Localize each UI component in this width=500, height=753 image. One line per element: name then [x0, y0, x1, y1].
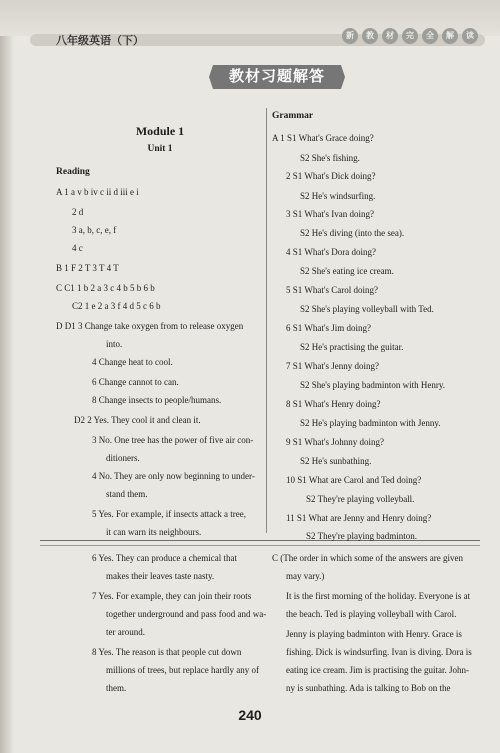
- section-banner: 教材习题解答: [213, 65, 341, 89]
- answer-line: ter around.: [106, 627, 145, 637]
- answer-line: 8 Yes. The reason is that people cut down: [92, 647, 242, 657]
- grammar-line: S2 He's playing badminton with Jenny.: [300, 418, 441, 428]
- answer-line: B 1 F 2 T 3 T 4 T: [56, 263, 119, 273]
- grammar-line: S2 She's eating ice cream.: [300, 266, 394, 276]
- grammar-line: S2 He's practising the guitar.: [300, 342, 404, 352]
- grammar-line: 8 S1 What's Henry doing?: [286, 399, 381, 409]
- grammar-heading: Grammar: [272, 111, 314, 121]
- answer-line: 6 Yes. They can produce a chemical that: [92, 553, 238, 563]
- answer-line: makes their leaves taste nasty.: [106, 571, 215, 581]
- answer-line: D D1 3 Change take oxygen from to release oxygen: [56, 321, 244, 331]
- badge-char: 新: [342, 28, 358, 44]
- module-title: Module 1: [135, 124, 185, 138]
- answer-line: ditioners.: [106, 453, 140, 463]
- grammar-line: 10 S1 What are Carol and Ted doing?: [286, 475, 422, 485]
- answer-line: 4 c: [72, 243, 83, 253]
- grammar-line: S2 He's windsurfing.: [300, 191, 376, 201]
- grammar-line: 4 S1 What's Dora doing?: [286, 247, 376, 257]
- grammar-c-line: C (The order in which some of the answers are given: [272, 553, 463, 563]
- answer-line: A 1 a v b iv c ii d iii e i: [56, 187, 139, 197]
- answer-line: 8 Change insects to people/humans.: [92, 395, 222, 405]
- answer-line: into.: [106, 339, 123, 349]
- answer-line: 2 d: [72, 207, 84, 217]
- grammar-line: 3 S1 What's Ivan doing?: [286, 209, 374, 219]
- grammar-line: A 1 S1 What's Grace doing?: [272, 133, 374, 143]
- answer-line: 3 a, b, c, e, f: [72, 225, 117, 235]
- grammar-line: S2 She's fishing.: [300, 153, 360, 163]
- grammar-line: 5 S1 What's Carol doing?: [286, 285, 378, 295]
- answer-line: 7 Yes. For example, they can join their roots: [92, 591, 252, 601]
- grammar-line: S2 They're playing badminton.: [306, 531, 417, 541]
- grammar-c-line: ny is sunbathing. Ada is talking to Bob on the: [286, 683, 451, 693]
- grammar-c-line: fishing. Dick is windsurfing. Ivan is diving. Dora is: [286, 647, 472, 657]
- answer-line: 3 No. One tree has the power of five air con-: [92, 435, 254, 445]
- grammar-line: S2 She's playing volleyball with Ted.: [300, 304, 434, 314]
- section-rule-secondary: [40, 545, 480, 546]
- answer-line: them.: [106, 683, 127, 693]
- badge-char: 读: [462, 28, 478, 44]
- answer-line: stand them.: [106, 489, 148, 499]
- unit-title: Unit 1: [147, 144, 173, 154]
- answer-line: 6 Change cannot to can.: [92, 377, 179, 387]
- badge-char: 全: [422, 28, 438, 44]
- badge-char: 教: [362, 28, 378, 44]
- column-divider: [266, 108, 267, 533]
- answer-line: millions of trees, but replace hardly any of: [106, 665, 259, 675]
- grammar-c-line: It is the first morning of the holiday. Everyone is at: [286, 591, 471, 601]
- book-title: 八年级英语（下）: [56, 35, 144, 47]
- grammar-line: S2 They're playing volleyball.: [306, 494, 415, 504]
- badge-char: 解: [442, 28, 458, 44]
- badge-char: 材: [382, 28, 398, 44]
- page-gutter-shadow: [0, 0, 14, 753]
- grammar-line: S2 He's sunbathing.: [300, 456, 372, 466]
- answer-line: 4 Change heat to cool.: [92, 357, 173, 367]
- series-badge: [342, 28, 478, 44]
- grammar-line: S2 He's diving (into the sea).: [300, 228, 405, 238]
- grammar-line: 9 S1 What's Johnny doing?: [286, 437, 384, 447]
- page-number: 240: [238, 707, 262, 723]
- grammar-line: 11 S1 What are Jenny and Henry doing?: [286, 513, 432, 523]
- grammar-line: S2 She's playing badminton with Henry.: [300, 380, 446, 390]
- answer-line: D2 2 Yes. They cool it and clean it.: [74, 415, 201, 425]
- answer-line: 5 Yes. For example, if insects attack a tree,: [92, 509, 246, 519]
- answer-line: together underground and pass food and wa-: [106, 609, 267, 619]
- reading-heading: Reading: [56, 167, 90, 177]
- grammar-c-line: Jenny is playing badminton with Henry. Grace is: [286, 629, 462, 639]
- grammar-c-line: may vary.): [286, 571, 325, 581]
- answer-line: C C1 1 b 2 a 3 c 4 b 5 b 6 b: [56, 283, 155, 293]
- answer-line: it can warn its neighbours.: [106, 527, 202, 537]
- grammar-line: 6 S1 What's Jim doing?: [286, 323, 371, 333]
- badge-char: 完: [402, 28, 418, 44]
- grammar-line: 7 S1 What's Jenny doing?: [286, 361, 379, 371]
- grammar-c-line: the beach. Ted is playing volleyball with Carol.: [286, 609, 457, 619]
- answer-line: 4 No. They are only now beginning to under-: [92, 471, 255, 481]
- grammar-line: 2 S1 What's Dick doing?: [286, 171, 376, 181]
- grammar-c-line: eating ice cream. Jim is practising the guitar. John-: [286, 665, 469, 675]
- answer-line: C2 1 e 2 a 3 f 4 d 5 c 6 b: [72, 301, 161, 311]
